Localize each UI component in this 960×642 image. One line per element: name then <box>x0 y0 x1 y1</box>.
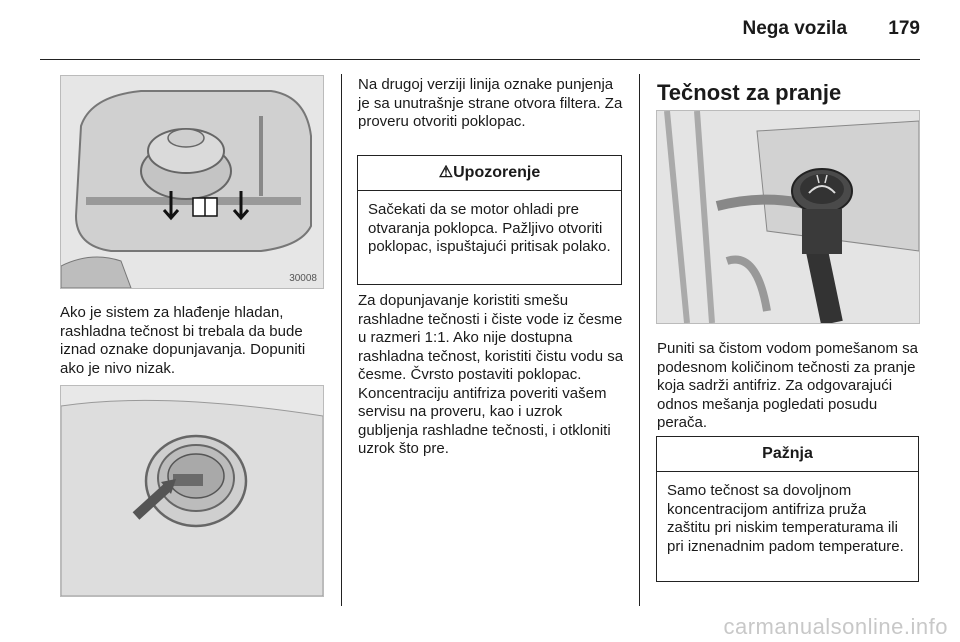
warning-text: Sačekati da se motor ohladi pre otvaranja poklopca. Pažljivo otvoriti poklopac, ispuštajući pritisak polako. <box>368 201 611 255</box>
coolant-level-paragraph: Ako je sistem za hlađenje hladan, rashladna tečnost bi trebala da bude iznad oznake dopunjavanja. Dopuniti ako je nivo nizak. <box>60 304 306 377</box>
header-rule <box>40 59 920 60</box>
caution-title: Pažnja <box>657 437 918 472</box>
caution-text: Samo tečnost sa dovoljnom koncentracijom antifriza pruža zaštitu pri niskim temperaturama ili pri iznenadnim padom temperature. <box>667 482 904 555</box>
page-header <box>742 18 920 40</box>
column-divider-1 <box>341 74 342 606</box>
refill-paragraph: Za dopunjavanje koristiti smešu rashladne tečnosti i čiste vode iz česme u razmeri 1:1. Ako nije dostupna rashladna tečnost, koristiti čistu vodu sa česme. Čvrsto postaviti poklopac. Koncentraciju antifriza poveriti vašem servisu na proveru, kao i uzrok gubljenja rashladne tečnosti, i otkloniti uzrok što pre. <box>358 292 624 457</box>
section-title: Nega vozila <box>742 18 848 39</box>
warning-box <box>357 155 622 285</box>
warning-title: Upozorenje <box>453 164 541 181</box>
washer-fluid-heading: Tečnost za pranje <box>657 80 842 105</box>
filler-neck-illustration <box>60 385 324 597</box>
warning-header <box>358 156 621 191</box>
warning-icon: ⚠ <box>438 164 454 181</box>
coolant-tank-illustration <box>60 75 324 289</box>
figure-number: 30008 <box>289 273 317 284</box>
watermark: carmanualsonline.info <box>723 614 948 639</box>
page-number: 179 <box>888 18 920 39</box>
column-divider-2 <box>639 74 640 606</box>
washer-fluid-paragraph: Puniti sa čistom vodom pomešanom sa podesnom količinom tečnosti za pranje koja sadrži antifriz. Za odgovarajući odnos mešanja pogledati posudu perača. <box>657 340 918 431</box>
caution-box <box>656 436 919 582</box>
filler-line-paragraph: Na drugoj verziji linija oznake punjenja je sa unutrašnje strane otvora filtera. Za proveru otvoriti poklopac. <box>358 76 623 130</box>
washer-reservoir-illustration <box>656 110 920 324</box>
